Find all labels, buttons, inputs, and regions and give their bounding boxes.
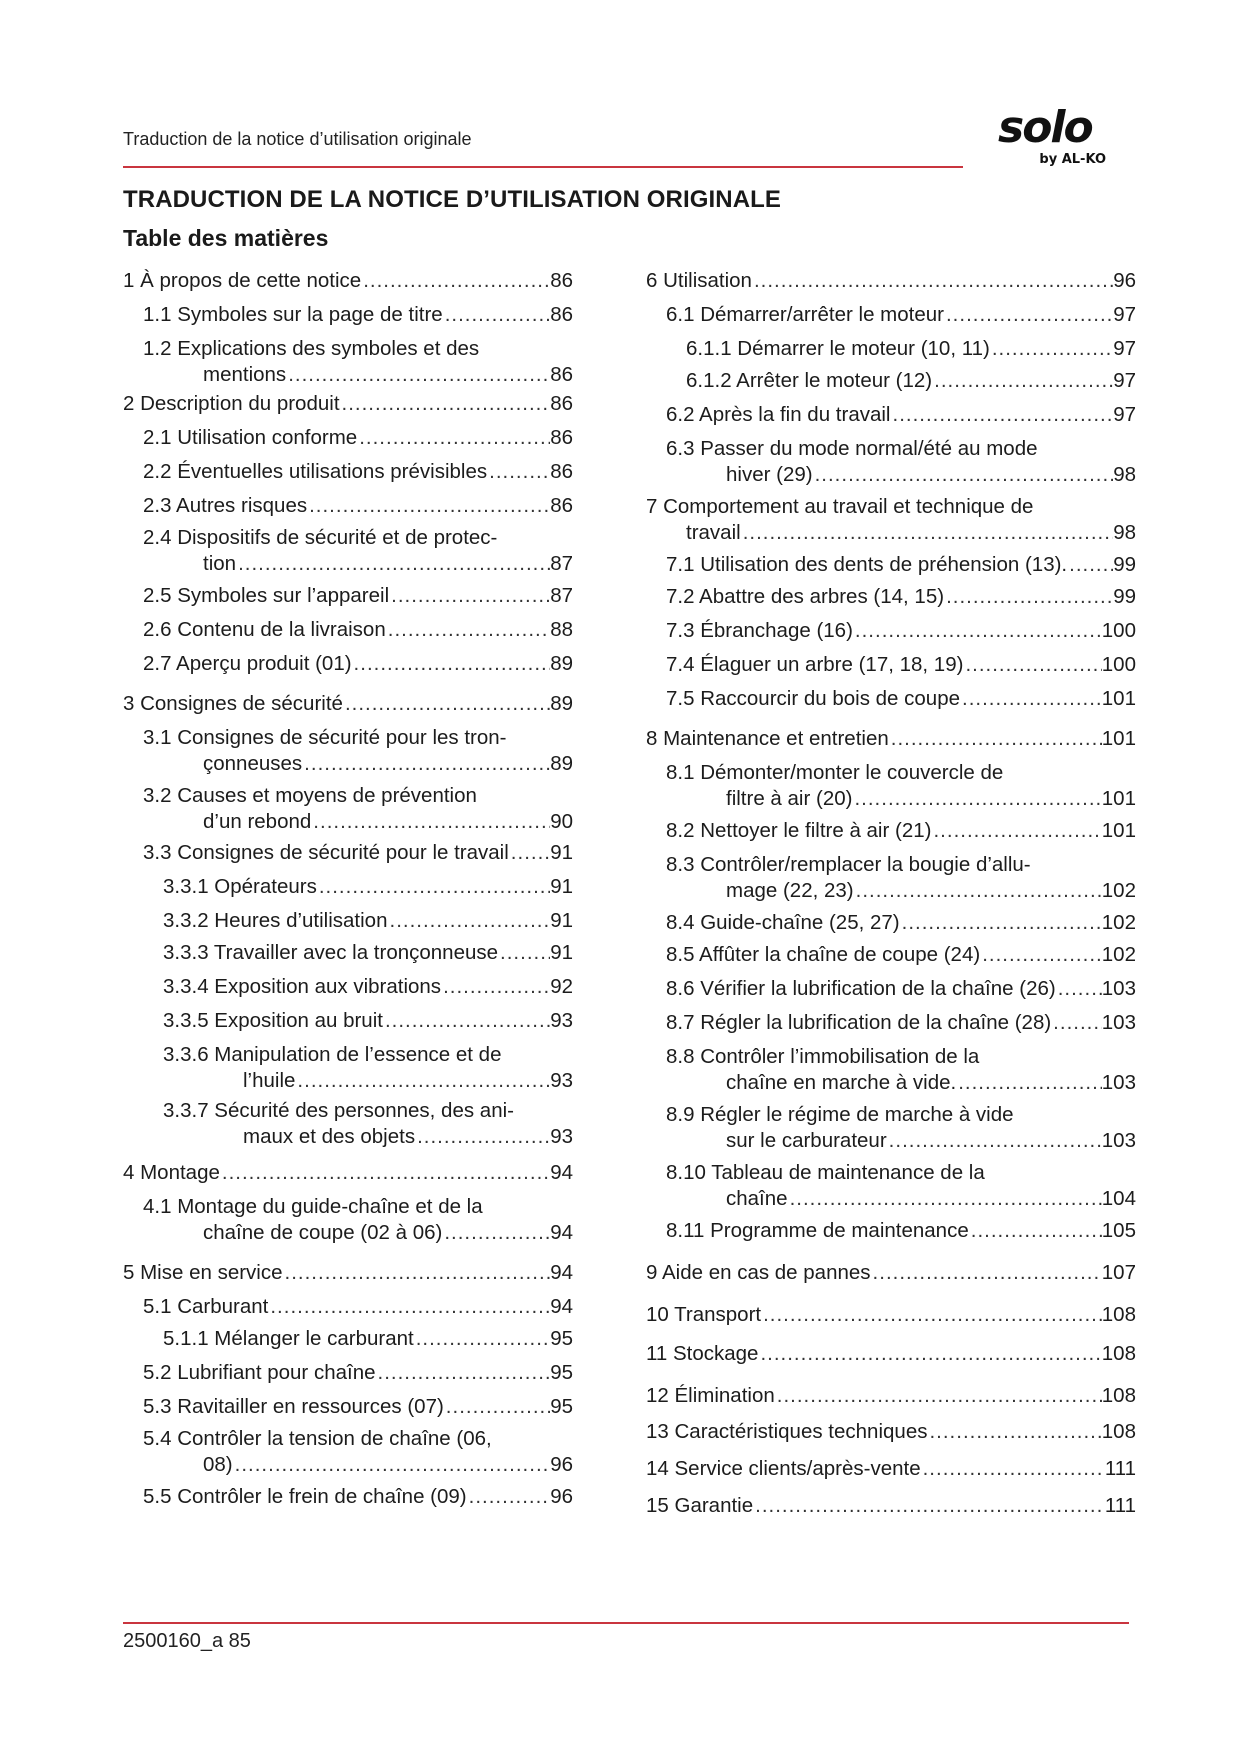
toc-entry-title: 6.1.1 Démarrer le moteur (10, 11): [686, 337, 990, 360]
toc-entry: [123, 1098, 573, 1150]
toc-entry-page-number: 101: [1101, 819, 1136, 842]
dot-leader: [956, 1070, 1102, 1096]
toc-entry: [646, 852, 1136, 904]
toc-entry-title: 5.1 Carburant: [143, 1295, 269, 1318]
toc-entry: [646, 1218, 1136, 1244]
toc-entry: [646, 1456, 1136, 1482]
dot-leader: [944, 302, 1113, 328]
dot-leader: [969, 1218, 1102, 1244]
dot-leader: [509, 840, 550, 866]
toc-entry-title-continued: chaîne de coupe (02 à 06): [203, 1221, 443, 1244]
toc-entry-page-number: 86: [550, 363, 573, 386]
toc-entry-page-number: 86: [550, 303, 573, 326]
toc-entry: [123, 1360, 573, 1386]
toc-entry-page-number: 108: [1101, 1303, 1136, 1326]
toc-entry-title: 8.2 Nettoyer le filtre à air (21): [666, 819, 932, 842]
toc-entry-title-continued: tion: [203, 552, 237, 575]
header-divider: [123, 166, 963, 168]
dot-leader: [852, 786, 1101, 812]
dot-leader: [307, 493, 550, 519]
toc-entry-title: 5.4 Contrôler la tension de chaîne (06,: [143, 1427, 492, 1450]
toc-entry: [646, 494, 1136, 546]
logo-subline: by AL-KO: [1039, 152, 1106, 167]
toc-entry: [123, 783, 573, 835]
dot-leader: [302, 751, 550, 777]
toc-entry-title: 2.2 Éventuelles utilisations prévisibles: [143, 460, 488, 483]
dot-leader: [233, 1452, 551, 1478]
toc-entry: [123, 974, 573, 1000]
toc-entry-page-number: 95: [550, 1327, 573, 1350]
toc-entry-page-number: 103: [1101, 1129, 1136, 1152]
toc-entry-title: 5.3 Ravitailler en ressources (07): [143, 1395, 444, 1418]
dot-leader: [788, 1186, 1102, 1212]
footer-divider: [123, 1622, 1129, 1624]
toc-entry-title-continued: filtre à air (20): [726, 787, 853, 810]
toc-entry: [123, 1194, 573, 1246]
toc-entry-title-continued: travail: [686, 521, 741, 544]
toc-entry: [123, 268, 573, 294]
toc-entry: [123, 1008, 573, 1034]
toc-entry-title: 8.6 Vérifier la lubrification de la chaîne (26): [666, 977, 1056, 1000]
toc-entry-page-number: 93: [550, 1069, 573, 1092]
toc-entry-page-number: 108: [1101, 1420, 1136, 1443]
dot-leader: [444, 1394, 550, 1420]
toc-entry-page-number: 111: [1104, 1457, 1136, 1480]
toc-right-column: [646, 268, 1136, 1598]
toc-entry-page-number: 86: [550, 392, 573, 415]
dot-leader: [921, 1456, 1105, 1482]
document-title: TRADUCTION DE LA NOTICE D’UTILISATION ORIGINALE: [123, 186, 782, 213]
dot-leader: [467, 1484, 551, 1510]
toc-entry-page-number: 97: [1113, 369, 1136, 392]
toc-entry-title: 3.1 Consignes de sécurité pour les tron-: [143, 726, 507, 749]
toc-entry: [123, 1260, 573, 1286]
toc-entry-title: 13 Caractéristiques techniques: [646, 1420, 928, 1443]
toc-entry-title: 8.3 Contrôler/remplacer la bougie d’allu-: [666, 853, 1031, 876]
dot-leader: [389, 583, 550, 609]
toc-entry-page-number: 100: [1101, 619, 1136, 642]
toc-entry-page-number: 97: [1113, 403, 1136, 426]
dot-leader: [498, 940, 550, 966]
toc-entry-page-number: 89: [550, 752, 573, 775]
toc-entry-page-number: 103: [1101, 1011, 1136, 1034]
dot-leader: [286, 362, 550, 388]
dot-leader: [442, 1220, 550, 1246]
dot-leader: [317, 874, 550, 900]
toc-entry-page-number: 94: [550, 1261, 573, 1284]
toc-entry: [123, 425, 573, 451]
toc-entry-page-number: 103: [1101, 977, 1136, 1000]
dot-leader: [236, 551, 550, 577]
toc-entry: [646, 268, 1136, 294]
toc-entry: [123, 940, 573, 966]
toc-entry-page-number: 93: [550, 1125, 573, 1148]
toc-entry: [646, 302, 1136, 328]
toc-heading: Table des matières: [123, 225, 329, 251]
toc-entry-page-number: 103: [1101, 1071, 1136, 1094]
toc-entry-title: 2.5 Symboles sur l’appareil: [143, 584, 390, 607]
dot-leader: [891, 402, 1114, 428]
toc-entry-title-continued: l’huile: [243, 1069, 296, 1092]
toc-entry-page-number: 91: [550, 941, 573, 964]
dot-leader: [761, 1302, 1102, 1328]
dot-leader: [980, 942, 1102, 968]
toc-entry-page-number: 102: [1101, 943, 1136, 966]
toc-entry-title: 3.2 Causes et moyens de prévention: [143, 784, 477, 807]
toc-entry-page-number: 91: [550, 909, 573, 932]
toc-entry: [646, 368, 1136, 394]
toc-entry-title: 3.3.3 Travailler avec la tronçonneuse: [163, 941, 499, 964]
toc-entry-title: 12 Élimination: [646, 1384, 775, 1407]
brand-logo: [998, 102, 1120, 170]
toc-entry: [646, 976, 1136, 1002]
dot-leader: [753, 1493, 1105, 1519]
toc-entry-page-number: 87: [550, 552, 573, 575]
toc-entry: [646, 1419, 1136, 1445]
toc-entry-title: 2 Description du produit: [123, 392, 340, 415]
toc-entry-title: 5.1.1 Mélanger le carburant: [163, 1327, 414, 1350]
toc-entry: [123, 1294, 573, 1320]
dot-leader: [960, 686, 1102, 712]
dot-leader: [1056, 976, 1102, 1002]
toc-entry-page-number: 104: [1101, 1187, 1136, 1210]
toc-entry-page-number: 86: [550, 460, 573, 483]
toc-entry: [123, 1484, 573, 1510]
toc-entry-page-number: 97: [1113, 337, 1136, 360]
toc-entry: [646, 402, 1136, 428]
toc-entry-page-number: 96: [550, 1453, 573, 1476]
dot-leader: [927, 1419, 1101, 1445]
toc-entry: [646, 1102, 1136, 1154]
toc-entry-page-number: 86: [550, 494, 573, 517]
dot-leader: [887, 1128, 1102, 1154]
toc-entry: [123, 1426, 573, 1478]
toc-entry-page-number: 102: [1101, 911, 1136, 934]
page-reference: 2500160_a 85: [123, 1630, 251, 1652]
toc-entry-page-number: 96: [1113, 269, 1136, 292]
toc-entry-title: 2.6 Contenu de la livraison: [143, 618, 386, 641]
toc-entry-title-continued: maux et des objets: [243, 1125, 416, 1148]
dot-leader: [900, 910, 1102, 936]
toc-entry: [123, 391, 573, 417]
toc-entry: [123, 1160, 573, 1186]
toc-entry-page-number: 91: [550, 875, 573, 898]
dot-leader: [944, 584, 1113, 610]
toc-entry-title: 1.1 Symboles sur la page de titre: [143, 303, 443, 326]
toc-entry: [646, 1493, 1136, 1519]
toc-entry-title: 5.5 Contrôler le frein de chaîne (09): [143, 1485, 467, 1508]
toc-entry-page-number: 99: [1113, 553, 1136, 576]
toc-entry-page-number: 93: [550, 1009, 573, 1032]
dot-leader: [220, 1160, 550, 1186]
toc-entry: [646, 760, 1136, 812]
toc-entry: [123, 1042, 573, 1094]
toc-entry-title: 1.2 Explications des symboles et des: [143, 337, 480, 360]
toc-entry-page-number: 111: [1104, 1494, 1136, 1517]
toc-entry-title-continued: 08): [203, 1453, 233, 1476]
toc-entry-page-number: 98: [1113, 463, 1136, 486]
toc-entry-page-number: 91: [550, 841, 573, 864]
dot-leader: [311, 809, 550, 835]
dot-leader: [441, 974, 550, 1000]
toc-entry-title: 8.11 Programme de maintenance: [666, 1219, 969, 1242]
dot-leader: [268, 1294, 550, 1320]
toc-entry-page-number: 105: [1101, 1219, 1136, 1242]
toc-entry-title: 2.3 Autres risques: [143, 494, 308, 517]
toc-entry: [646, 618, 1136, 644]
dot-leader: [340, 391, 551, 417]
toc-entry-title: 9 Aide en cas de pannes: [646, 1261, 871, 1284]
toc-entry: [123, 874, 573, 900]
toc-entry: [123, 525, 573, 577]
toc-entry: [646, 1160, 1136, 1212]
toc-entry: [646, 336, 1136, 362]
toc-entry-title: 6 Utilisation: [646, 269, 752, 292]
toc-entry: [123, 459, 573, 485]
toc-entry-page-number: 86: [550, 426, 573, 449]
running-header: Traduction de la notice d’utilisation originale: [123, 129, 472, 149]
toc-entry-title: 3.3.4 Exposition aux vibrations: [163, 975, 442, 998]
toc-entry: [123, 617, 573, 643]
toc-entry-page-number: 87: [550, 584, 573, 607]
toc-entry: [123, 1394, 573, 1420]
dot-leader: [376, 1360, 551, 1386]
toc-entry-page-number: 101: [1101, 787, 1136, 810]
toc-entry-title: 8.10 Tableau de maintenance de la: [666, 1161, 985, 1184]
toc-entry-title: 8.9 Régler le régime de marche à vide: [666, 1103, 1014, 1126]
toc-entry: [646, 1010, 1136, 1036]
toc-entry-page-number: 95: [550, 1361, 573, 1384]
dot-leader: [932, 368, 1113, 394]
toc-entry-title: 7 Comportement au travail et technique de: [646, 495, 1034, 518]
toc-entry-page-number: 101: [1101, 687, 1136, 710]
toc-entry: [646, 436, 1136, 488]
dot-leader: [758, 1341, 1101, 1367]
toc-entry: [646, 686, 1136, 712]
toc-entry-title: 15 Garantie: [646, 1494, 754, 1517]
toc-entry: [646, 726, 1136, 752]
dot-leader: [283, 1260, 551, 1286]
toc-entry-title: 2.4 Dispositifs de sécurité et de protec-: [143, 526, 498, 549]
toc-entry-title: 3.3.2 Heures d’utilisation: [163, 909, 388, 932]
dot-leader: [386, 617, 550, 643]
toc-entry-page-number: 90: [550, 810, 573, 833]
toc-entry-page-number: 89: [550, 692, 573, 715]
toc-entry: [646, 652, 1136, 678]
dot-leader: [361, 268, 550, 294]
toc-entry-title: 8.7 Régler la lubrification de la chaîne (28): [666, 1011, 1052, 1034]
dot-leader: [871, 1260, 1102, 1286]
toc-entry-title: 3.3.7 Sécurité des personnes, des ani-: [163, 1099, 514, 1122]
toc-entry-page-number: 95: [550, 1395, 573, 1418]
toc-entry-title: 6.1 Démarrer/arrêter le moteur: [666, 303, 944, 326]
toc-entry-title: 5.2 Lubrifiant pour chaîne: [143, 1361, 376, 1384]
toc-entry-title-continued: mage (22, 23): [726, 879, 854, 902]
toc-entry-title: 6.1.2 Arrêter le moteur (12): [686, 369, 933, 392]
toc-entry-page-number: 98: [1113, 521, 1136, 544]
dot-leader: [295, 1068, 550, 1094]
toc-entry-title: 11 Stockage: [646, 1342, 759, 1365]
toc-entry-title: 10 Transport: [646, 1303, 762, 1326]
dot-leader: [388, 908, 551, 934]
toc-entry-title: 8.4 Guide-chaîne (25, 27): [666, 911, 900, 934]
toc-entry-title: 7.2 Abattre des arbres (14, 15): [666, 585, 945, 608]
toc-entry: [646, 1383, 1136, 1409]
dot-leader: [383, 1008, 550, 1034]
toc-entry-page-number: 99: [1113, 585, 1136, 608]
toc-entry: [123, 908, 573, 934]
toc-entry-title-continued: chaîne en marche à vide.: [726, 1071, 957, 1094]
dot-leader: [931, 818, 1101, 844]
toc-entry-title: 3.3.5 Exposition au bruit: [163, 1009, 383, 1032]
toc-entry: [646, 1302, 1136, 1328]
toc-entry-page-number: 100: [1101, 653, 1136, 676]
dot-leader: [889, 726, 1102, 752]
toc-entry-title-continued: çonneuses: [203, 752, 303, 775]
toc-entry: [123, 691, 573, 717]
toc-entry-page-number: 86: [550, 269, 573, 292]
dot-leader: [343, 691, 550, 717]
toc-entry-page-number: 89: [550, 652, 573, 675]
toc-entry-title: 7.4 Élaguer un arbre (17, 18, 19): [666, 653, 964, 676]
dot-leader: [741, 520, 1114, 546]
toc-entry-title: 8 Maintenance et entretien: [646, 727, 889, 750]
toc-entry-page-number: 108: [1101, 1384, 1136, 1407]
dot-leader: [352, 651, 551, 677]
toc-entry-title: 7.1 Utilisation des dents de préhension (13).: [666, 553, 1068, 576]
toc-entry-title: 4.1 Montage du guide-chaîne et de la: [143, 1195, 483, 1218]
toc-entry-title: 8.1 Démonter/monter le couvercle de: [666, 761, 1004, 784]
toc-entry-title: 4 Montage: [123, 1161, 220, 1184]
toc-entry-title: 5 Mise en service: [123, 1261, 283, 1284]
logo-wordmark: solo: [998, 102, 1092, 153]
toc-entry-title: 14 Service clients/après-vente: [646, 1457, 921, 1480]
dot-leader: [854, 878, 1102, 904]
toc-entry: [646, 1044, 1136, 1096]
toc-entry-page-number: 94: [550, 1295, 573, 1318]
toc-entry: [123, 583, 573, 609]
toc-entry: [123, 493, 573, 519]
toc-entry: [646, 584, 1136, 610]
toc-entry-page-number: 108: [1101, 1342, 1136, 1365]
toc-entry-title-continued: sur le carburateur: [726, 1129, 887, 1152]
toc-entry-title-continued: mentions: [203, 363, 287, 386]
toc-entry: [123, 336, 573, 388]
dot-leader: [963, 652, 1101, 678]
toc-entry-page-number: 102: [1101, 879, 1136, 902]
toc-entry-title: 7.5 Raccourcir du bois de coupe: [666, 687, 961, 710]
toc-entry-page-number: 94: [550, 1161, 573, 1184]
toc-entry-title: 7.3 Ébranchage (16): [666, 619, 853, 642]
toc-entry: [123, 302, 573, 328]
toc-entry-page-number: 92: [550, 975, 573, 998]
dot-leader: [752, 268, 1113, 294]
toc-entry: [123, 651, 573, 677]
toc-entry-title-continued: chaîne: [726, 1187, 788, 1210]
toc-entry-page-number: 96: [550, 1485, 573, 1508]
toc-entry: [646, 1341, 1136, 1367]
toc-entry-page-number: 97: [1113, 303, 1136, 326]
toc-entry-title: 2.1 Utilisation conforme: [143, 426, 358, 449]
toc-entry-title: 3.3.6 Manipulation de l’essence et de: [163, 1043, 502, 1066]
toc-entry-title: 8.5 Affûter la chaîne de coupe (24): [666, 943, 981, 966]
toc-entry-title: 3.3 Consignes de sécurité pour le travail: [143, 841, 509, 864]
toc-entry-page-number: 94: [550, 1221, 573, 1244]
toc-entry: [123, 840, 573, 866]
toc-entry: [646, 910, 1136, 936]
toc-entry-title: 3.3.1 Opérateurs: [163, 875, 317, 898]
toc-left-column: [123, 268, 573, 1598]
toc-entry: [646, 1260, 1136, 1286]
toc-entry: [646, 818, 1136, 844]
toc-entry: [646, 942, 1136, 968]
toc-entry-title: 1 À propos de cette notice: [123, 269, 362, 292]
dot-leader: [443, 302, 550, 328]
toc-entry: [646, 552, 1136, 578]
toc-entry-page-number: 88: [550, 618, 573, 641]
dot-leader: [1051, 1010, 1102, 1036]
dot-leader: [1067, 552, 1113, 578]
dot-leader: [853, 618, 1102, 644]
toc-entry-title: 8.8 Contrôler l’immobilisation de la: [666, 1045, 980, 1068]
toc-entry-title-continued: d’un rebond: [203, 810, 312, 833]
toc-entry-title-continued: hiver (29): [726, 463, 813, 486]
dot-leader: [415, 1124, 550, 1150]
dot-leader: [414, 1326, 550, 1352]
dot-leader: [775, 1383, 1102, 1409]
toc-entry-page-number: 107: [1101, 1261, 1136, 1284]
dot-leader: [990, 336, 1113, 362]
toc-entry-page-number: 101: [1101, 727, 1136, 750]
toc-entry-title: 6.3 Passer du mode normal/été au mode: [666, 437, 1038, 460]
toc-entry: [123, 1326, 573, 1352]
toc-entry-title: 6.2 Après la fin du travail: [666, 403, 891, 426]
toc-entry-title: 2.7 Aperçu produit (01): [143, 652, 352, 675]
dot-leader: [813, 462, 1114, 488]
dot-leader: [357, 425, 550, 451]
toc-entry-title: 3 Consignes de sécurité: [123, 692, 343, 715]
toc-entry: [123, 725, 573, 777]
dot-leader: [487, 459, 550, 485]
